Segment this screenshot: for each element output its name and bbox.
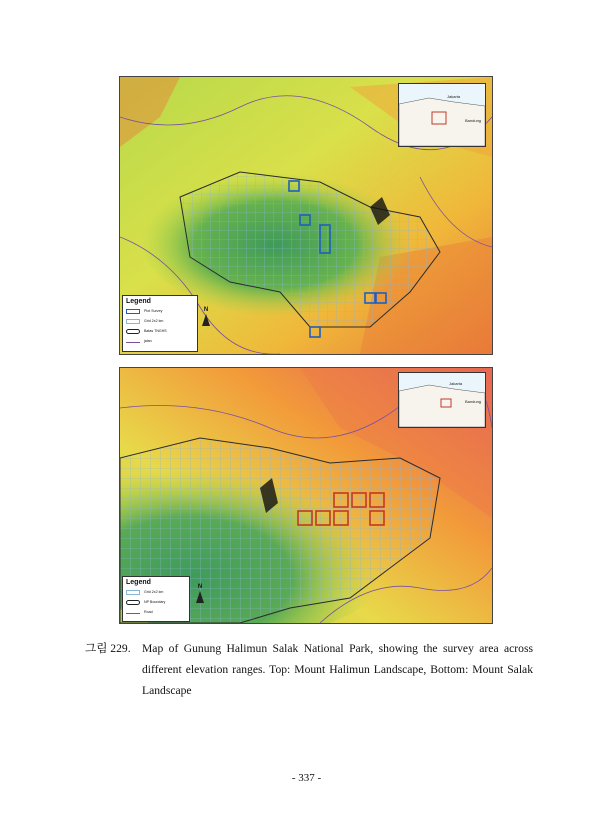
legend-item-label: Batas TNGHS bbox=[144, 329, 167, 333]
inset-label-jakarta: Jakarta bbox=[447, 94, 461, 99]
road-swatch bbox=[126, 611, 140, 614]
legend-item-label: Plot Survey bbox=[144, 309, 163, 313]
boundary-swatch bbox=[126, 600, 140, 605]
north-arrow bbox=[200, 307, 212, 326]
legend-item bbox=[123, 607, 189, 617]
legend-item bbox=[123, 587, 189, 597]
legend-item-label: Grid 2x2 km bbox=[144, 590, 164, 594]
map-legend bbox=[122, 295, 198, 352]
boundary-swatch bbox=[126, 329, 140, 334]
grid-swatch bbox=[126, 319, 140, 324]
plot-survey-swatch bbox=[126, 309, 140, 314]
legend-item bbox=[123, 326, 197, 336]
grid-swatch bbox=[126, 590, 140, 595]
page-number: - 337 - bbox=[291, 772, 322, 784]
north-arrow-label: N bbox=[197, 584, 203, 590]
map-legend bbox=[122, 576, 190, 622]
legend-item-label: Road bbox=[144, 610, 153, 614]
legend-title: Legend bbox=[126, 579, 151, 586]
legend-item bbox=[123, 336, 197, 346]
locator-inset-map bbox=[398, 372, 486, 428]
figure-caption-text: Map of Gunung Halimun Salak National Park, showing the survey area across different elevation ranges. Top: Mount Halimun Landscape, Bottom: Mount Salak Landscape bbox=[142, 642, 533, 697]
map-salak bbox=[119, 367, 493, 624]
legend-item-label: NP Boundary bbox=[144, 600, 166, 604]
legend-item bbox=[123, 316, 197, 326]
inset-label-bandung: Bandung bbox=[465, 118, 482, 123]
legend-item bbox=[123, 306, 197, 316]
inset-label-jakarta: Jakarta bbox=[449, 381, 463, 386]
legend-item-label: Grid 2x2 km bbox=[144, 319, 164, 323]
north-arrow-icon bbox=[202, 314, 210, 326]
north-arrow-icon bbox=[196, 591, 204, 603]
locator-inset-map bbox=[398, 83, 486, 147]
legend-item bbox=[123, 597, 189, 607]
north-arrow-label: N bbox=[203, 307, 209, 313]
figure-label: 그림 229. bbox=[85, 642, 131, 655]
figure-caption bbox=[85, 638, 533, 701]
map-halimun bbox=[119, 76, 493, 355]
java-island-shape bbox=[399, 84, 485, 146]
north-arrow bbox=[194, 584, 206, 603]
road-swatch bbox=[126, 340, 140, 343]
legend-title: Legend bbox=[126, 298, 151, 305]
legend-item-label: jalan bbox=[144, 339, 152, 343]
inset-label-bandung: Bandung bbox=[465, 399, 482, 404]
